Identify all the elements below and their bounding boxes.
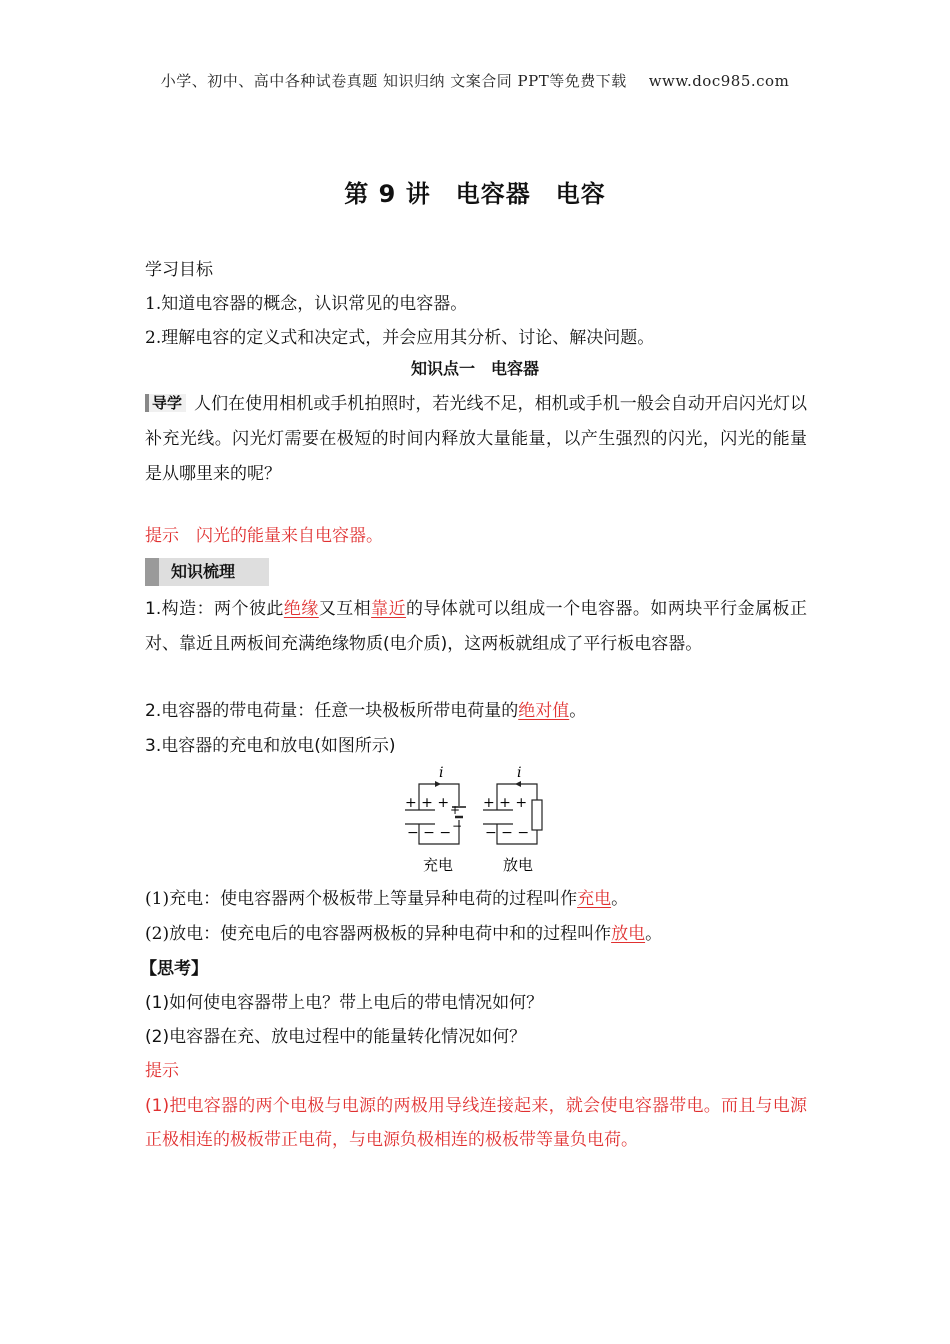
think-heading: 【思考】 bbox=[140, 959, 208, 979]
item-1 bbox=[145, 592, 807, 662]
objectives-heading: 学习目标 bbox=[145, 260, 213, 280]
sub-item-2-text-b: 。 bbox=[645, 924, 663, 944]
item-3: 3.电容器的充电和放电(如图所示) bbox=[145, 736, 396, 756]
item-1-text-c: 的导体就可以组成一个电容器。如两块平行金属板正对、靠近且两板间充满绝缘物质(电介质)，这两板就组成了平行板电容器。 bbox=[145, 599, 807, 654]
item-2-text-a: 2.电容器的带电荷量：任意一块极板所带电荷量的 bbox=[145, 701, 519, 721]
current-label-charge: i bbox=[439, 765, 444, 781]
battery-plus: + bbox=[450, 803, 461, 817]
current-label-discharge: i bbox=[517, 765, 522, 781]
objective-item-2: 2.理解电容的定义式和决定式，并会应用其分析、讨论、解决问题。 bbox=[145, 328, 655, 348]
sub-item-2 bbox=[145, 917, 662, 951]
charge-discharge-figure bbox=[395, 762, 565, 882]
sub-item-1-text-b: 。 bbox=[611, 889, 629, 909]
caption-charge: 充电 bbox=[423, 856, 454, 874]
blank-absolute-value: 绝对值 bbox=[518, 701, 570, 721]
item-2-text-b: 。 bbox=[569, 701, 587, 721]
battery-minus: − bbox=[452, 819, 463, 833]
plus-signs-discharge: + + + bbox=[483, 795, 528, 811]
objective-item-1: 1.知道电容器的概念，认识常见的电容器。 bbox=[145, 294, 468, 314]
item-2 bbox=[145, 694, 586, 728]
section-heading: 知识梳理 bbox=[145, 558, 269, 586]
page-title: 第 9 讲 电容器 电容 bbox=[344, 180, 606, 208]
sub-item-2-text-a: (2)放电：使充电后的电容器两极板的异种电荷中和的过程叫作 bbox=[145, 924, 612, 944]
caption-discharge: 放电 bbox=[503, 856, 534, 874]
hint-1 bbox=[145, 519, 383, 553]
knowledge-point-heading: 知识点一 电容器 bbox=[410, 359, 539, 378]
plus-signs-charge: + + + bbox=[405, 795, 450, 811]
sub-item-1 bbox=[145, 882, 628, 916]
header-text: 小学、初中、高中各种试卷真题 知识归纳 文案合同 PPT等免费下载 bbox=[160, 72, 627, 90]
minus-signs-charge: − − − bbox=[407, 825, 452, 841]
item-1-text-b: 又互相 bbox=[318, 599, 372, 619]
hint-2-label: 提示 bbox=[145, 1061, 179, 1081]
guide-paragraph bbox=[145, 387, 807, 492]
header-url[interactable]: www.doc985.com bbox=[648, 72, 790, 90]
hint-1-label: 提示 bbox=[145, 526, 179, 546]
page-header bbox=[0, 70, 950, 91]
blank-insulated: 绝缘 bbox=[283, 599, 319, 619]
think-question-1: (1)如何使电容器带上电？带上电后的带电情况如何？ bbox=[145, 993, 544, 1013]
guide-text: 人们在使用相机或手机拍照时，若光线不足，相机或手机一般会自动开启闪光灯以补充光线。闪光灯需要在极短的时间内释放大量能量，以产生强烈的闪光，闪光的能量是从哪里来的呢？ bbox=[145, 394, 807, 484]
minus-signs-discharge: − − − bbox=[485, 825, 530, 841]
blank-close: 靠近 bbox=[371, 599, 407, 619]
item-1-text-a: 1.构造：两个彼此 bbox=[145, 599, 284, 619]
hint-2-text: (1)把电容器的两个电极与电源的两极用导线连接起来，就会使电容器带电。而且与电源正极相连的极板带正电荷，与电源负极相连的极板带等量负电荷。 bbox=[145, 1096, 807, 1150]
blank-charging: 充电 bbox=[577, 889, 612, 909]
think-question-2: (2)电容器在充、放电过程中的能量转化情况如何？ bbox=[145, 1027, 527, 1047]
blank-discharging: 放电 bbox=[611, 924, 646, 944]
sub-item-1-text-a: (1)充电：使电容器两个极板带上等量异种电荷的过程叫作 bbox=[145, 889, 578, 909]
guide-badge: 导学 bbox=[145, 394, 186, 412]
hint-1-text: 闪光的能量来自电容器。 bbox=[196, 526, 383, 546]
